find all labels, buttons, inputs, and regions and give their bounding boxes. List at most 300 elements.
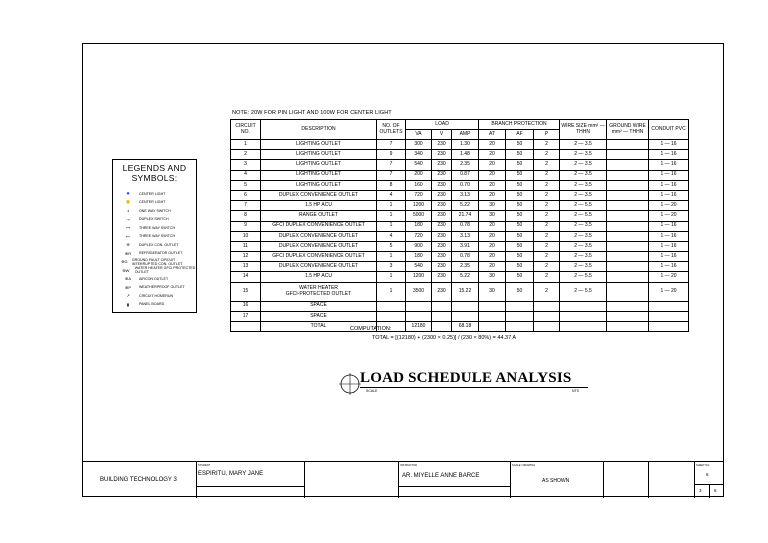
cell-outlets: 1 [377,282,406,301]
cell-circuit-no: 9 [231,221,261,231]
cell-empty [377,311,406,321]
table-row-8 [231,211,689,221]
tb-divider [648,462,649,498]
course-name: BUILDING TECHNOLOGY 3 [100,477,177,483]
cell-wire-size: 2 — 3.5 [560,221,607,231]
cell-p: 2 [534,140,560,150]
cell-va: 3500 [406,282,432,301]
header-at: AT [479,130,506,140]
legend-item [117,275,168,282]
legend-item [117,207,171,214]
cell-description: GFCI DUPLEX CONVENIENCE OUTLET [261,221,377,231]
cell-circuit-no: 16 [231,301,261,311]
legend-item [117,301,164,308]
cell-empty [506,311,534,321]
cell-conduit: 1 — 16 [649,221,689,231]
cell-at: 30 [479,282,506,301]
table-row-17 [231,311,689,321]
cell-wire-size: 2 — 3.5 [560,262,607,272]
cell-amp: 0.87 [452,170,479,180]
header-va: VA [406,130,432,140]
cell-conduit: 1 — 16 [649,190,689,200]
cell-description: SPACE [261,311,377,321]
table-row-14 [231,272,689,282]
cell-amp: 2.35 [452,160,479,170]
cell-description: LIGHTING OUTLET [261,180,377,190]
cell-va: 340 [406,150,432,160]
cell-af: 50 [506,140,534,150]
cell-wire-size: 2 — 5.5 [560,272,607,282]
cell-wire-size: 2 — 3.5 [560,180,607,190]
cell-va: 200 [406,170,432,180]
cell-v: 230 [432,272,452,282]
cell-conduit: 1 — 20 [649,211,689,221]
header-v: V [432,130,452,140]
cell-va: 180 [406,252,432,262]
cell-v: 230 [432,211,452,221]
header-conduit: CONDUIT PVC [649,120,689,140]
cell-circuit-no: 17 [231,311,261,321]
cell-wire-size: 2 — 5.5 [560,211,607,221]
cell-p: 2 [534,262,560,272]
header-branch-protection: BRANCH PROTECTION [479,120,560,130]
cell-circuit-no: 11 [231,241,261,251]
cell-empty [560,301,607,311]
cell-va: 540 [406,160,432,170]
cell-empty [534,311,560,321]
cell-v: 230 [432,180,452,190]
legend-label: AIRCON OUTLET [139,276,169,281]
cell-conduit: 1 — 16 [649,160,689,170]
cell-wire-size: 2 — 3.5 [560,241,607,251]
cell-conduit: 1 — 16 [649,170,689,180]
cell-p: 2 [534,231,560,241]
tb-divider [510,462,511,498]
cell-v: 230 [432,252,452,262]
cell-af: 50 [506,211,534,221]
tb-divider [304,462,305,498]
table-row-15 [231,282,689,301]
tb-divider [196,462,197,498]
cell-circuit-no: 4 [231,170,261,180]
row15-desc-line2: GFCI-PROTECTED OUTLET [285,290,352,297]
cell-circuit-no: 12 [231,252,261,262]
sheet-field: 6 [706,472,709,477]
cell-circuit-no: 14 [231,272,261,282]
cell-va: 720 [406,190,432,200]
table-row-13 [231,262,689,272]
cell-at: 20 [479,170,506,180]
table-row-16 [231,301,689,311]
cell-outlets: 7 [377,160,406,170]
header-circuit-no: CIRCUIT NO. [231,120,261,140]
legend-item [117,199,165,206]
table-row-11 [231,241,689,251]
cell-ground-wire [607,282,649,301]
scale-value: NTS [572,389,579,393]
table-row-4 [231,170,689,180]
cell-description: LIGHTING OUTLET [261,170,377,180]
header-amp: AMP [452,130,479,140]
cell-p: 2 [534,160,560,170]
aircon-outlet-icon: ⊕A [124,276,132,281]
cell-empty [479,311,506,321]
cell-va: 180 [406,221,432,231]
legend-item [117,241,179,248]
cell-ground-wire [607,241,649,251]
legend-item [117,216,169,223]
cell-af: 50 [506,282,534,301]
cell-wire-size: 2 — 3.5 [560,231,607,241]
cell-amp: 15.22 [452,282,479,301]
cell-outlets: 1 [377,201,406,211]
cell-va: 720 [406,231,432,241]
water-heater-outlet-icon: ⊕W [122,267,130,273]
table-row-total [231,322,689,332]
cell-description: 1.5 HP ACU [261,201,377,211]
cell-at: 20 [479,150,506,160]
cell-conduit: 1 — 16 [649,252,689,262]
cell-circuit-no: 2 [231,150,261,160]
cell-outlets: 1 [377,272,406,282]
cell-conduit: 1 — 20 [649,282,689,301]
cell-ground-wire [607,201,649,211]
title-underline [360,387,588,388]
cell-ground-wire [607,190,649,200]
cell-empty [231,322,261,332]
cell-af: 50 [506,241,534,251]
cell-v: 230 [432,221,452,231]
cell-empty [534,322,560,332]
student-name: ESPIRITU, MARY JANE [198,471,264,477]
cell-description: GFCI DUPLEX CONVENIENCE OUTLET [261,252,377,262]
cell-description: DUPLEX CONVENIENCE OUTLET [261,231,377,241]
cell-at: 20 [479,190,506,200]
cell-circuit-no: 13 [231,262,261,272]
cell-description: RANGE OUTLET [261,211,377,221]
cell-af: 50 [506,170,534,180]
panel-board-icon: ▮ [126,301,130,307]
sheet-number: 3 [699,488,702,493]
cell-af: 50 [506,252,534,262]
cell-amp: 1.48 [452,150,479,160]
cell-af: 50 [506,201,534,211]
tb-divider [603,462,604,498]
sheet-total: 6 [714,488,717,493]
cell-wire-size: 2 — 3.5 [560,170,607,180]
cell-v: 230 [432,262,452,272]
cell-circuit-no: 15 [231,282,261,301]
cell-at: 20 [479,160,506,170]
cell-amp: 21.74 [452,211,479,221]
legend-label: DUPLEX SWITCH [139,217,169,221]
cell-outlets: 1 [377,211,406,221]
header-load: LOAD [406,120,479,130]
cell-amp: 0.70 [452,180,479,190]
cell-va: 900 [406,241,432,251]
cell-amp: 5.22 [452,272,479,282]
cell-ground-wire [607,160,649,170]
table-row-7 [231,201,689,211]
legend-label: GROUND FAULT CIRCUIT INTERRUPTED CON. OUTLET [131,257,183,266]
table-row-12 [231,252,689,262]
cell-description: LIGHTING OUTLET [261,160,377,170]
cell-outlets: 7 [377,140,406,150]
legend-label: PANEL BOARD [139,302,165,306]
cell-conduit: 1 — 16 [649,180,689,190]
cell-wire-size: 2 — 5.5 [560,201,607,211]
cell-ground-wire [607,262,649,272]
cell-at: 20 [479,140,506,150]
table-row-10 [231,231,689,241]
legend-label: DUPLEX CON. OUTLET [139,242,179,247]
header-af: AF [506,130,534,140]
cell-empty [479,301,506,311]
cell-ground-wire [607,231,649,241]
cell-description [261,282,377,301]
cell-outlets: 1 [377,221,406,231]
weatherproof-outlet-icon: ⊕P [124,284,132,290]
cell-ground-wire [607,180,649,190]
cell-empty [607,301,649,311]
cell-empty [432,301,452,311]
cell-circuit-no: 1 [231,140,261,150]
cell-description: DUPLEX CONVENIENCE OUTLET [261,262,377,272]
cell-af: 50 [506,262,534,272]
cell-v: 230 [432,282,452,301]
total-amp: 68.18 [452,322,479,332]
circuit-homerun-icon: ↗ [126,293,130,298]
table-row-5 [231,180,689,190]
cell-outlets: 9 [377,150,406,160]
cell-empty [406,311,432,321]
cell-amp: 5.22 [452,201,479,211]
cell-va: 300 [406,140,432,150]
cell-empty [506,301,534,311]
cell-amp: 0.78 [452,221,479,231]
scale-field: AS SHOWN [542,478,570,484]
table-row-6 [231,190,689,200]
cell-af: 50 [506,231,534,241]
two-way-switch-icon: ⊶ [126,225,130,230]
legend-title-line2: SYMBOLS: [131,173,178,183]
tb-divider [398,462,399,498]
legend-label: THREE WAY SWITCH [139,234,176,238]
cell-at: 20 [479,231,506,241]
cell-p: 2 [534,150,560,160]
instructor-small-label: INSTRUCTOR [400,464,417,467]
row15-desc-line1: WATER HEATER [299,285,338,292]
legend-item [117,224,175,231]
cell-p: 2 [534,180,560,190]
table-row-3 [231,160,689,170]
cell-va: 5000 [406,211,432,221]
cell-description: LIGHTING OUTLET [261,150,377,160]
legend-item [117,284,185,291]
student-small-label: STUDENT [198,464,211,467]
header-p: P [534,130,560,140]
legend-label: WEATHERPROOF OUTLET [139,285,185,289]
cell-va: 160 [406,180,432,190]
cell-ground-wire [607,252,649,262]
cell-v: 230 [432,150,452,160]
cell-conduit: 1 — 20 [649,272,689,282]
scale-small-label: SCALE / DRAWING [512,464,536,467]
cell-v: 230 [432,170,452,180]
duplex-outlet-icon: ⊕ [126,242,130,247]
cell-wire-size: 2 — 3.5 [560,160,607,170]
cell-conduit: 1 — 16 [649,262,689,272]
cell-empty [432,311,452,321]
cell-v: 230 [432,140,452,150]
cell-af: 50 [506,272,534,282]
cell-ground-wire [607,140,649,150]
three-way-switch-icon: ⊷ [126,233,130,239]
legend-title-line1: LEGENDS AND [122,163,187,173]
cell-p: 2 [534,201,560,211]
cell-ground-wire [607,211,649,221]
gfci-outlet-icon: ⊕G [121,259,128,264]
legend-item [117,190,165,197]
cell-outlets: 5 [377,241,406,251]
cell-empty [649,322,689,332]
cell-ground-wire [607,150,649,160]
cell-description: 1.5 HP ACU [261,272,377,282]
cell-p: 2 [534,241,560,251]
table-row-1 [231,140,689,150]
cell-wire-size: 2 — 3.5 [560,150,607,160]
cell-at: 30 [479,211,506,221]
cell-conduit: 1 — 16 [649,140,689,150]
cell-v: 230 [432,160,452,170]
tb-divider [694,462,695,498]
cell-description: DUPLEX CONVENIENCE OUTLET [261,190,377,200]
cell-wire-size: 2 — 5.5 [560,282,607,301]
cell-amp: 2.35 [452,262,479,272]
cell-amp: 3.91 [452,241,479,251]
cell-v: 230 [432,241,452,251]
cell-v: 230 [432,190,452,200]
drawing-title: LOAD SCHEDULE ANALYSIS [360,370,572,386]
cell-va: 1200 [406,201,432,211]
cell-circuit-no: 7 [231,201,261,211]
cell-amp: 3.13 [452,190,479,200]
cell-amp: 1.30 [452,140,479,150]
cell-amp: 3.13 [452,231,479,241]
load-schedule-table [230,119,689,332]
legend-item [117,250,182,257]
cell-empty [506,322,534,332]
instructor-name: AR. MIYELLE ANNE BARCE [402,473,480,479]
cell-p: 2 [534,170,560,180]
cell-empty [452,311,479,321]
cell-p: 2 [534,252,560,262]
cell-empty [452,301,479,311]
duplex-switch-icon: ⊸ [126,216,130,222]
cell-description: DUPLEX CONVENIENCE OUTLET [261,241,377,251]
cell-outlets: 3 [377,262,406,272]
legend-label: CIRCUIT HOMERUN [139,293,174,298]
total-label: TOTAL [261,322,377,332]
cell-p: 2 [534,282,560,301]
header-ground-wire: GROUND WIRE mm² — THHN [607,120,649,140]
cell-amp: 0.78 [452,252,479,262]
cell-empty [377,301,406,311]
sheet-small-label: SHEET NO. [696,464,710,467]
cell-circuit-no: 3 [231,160,261,170]
cell-ground-wire [607,170,649,180]
legend-label: WATER HEATER GFCI PROTECTED OUTLET [134,266,196,274]
tb-divider [196,486,304,487]
cell-empty [479,322,506,332]
cell-empty [406,301,432,311]
cell-af: 50 [506,150,534,160]
cell-circuit-no: 8 [231,211,261,221]
cell-conduit: 1 — 20 [649,201,689,211]
cell-at: 30 [479,272,506,282]
cell-outlets: 4 [377,231,406,241]
title-block [82,461,724,497]
legend-item [117,292,173,299]
drawing-title-block [340,370,590,400]
cell-circuit-no: 5 [231,180,261,190]
pin-light-icon: ● [126,190,130,197]
cell-af: 50 [506,180,534,190]
cell-p: 2 [534,211,560,221]
cell-outlets: 8 [377,180,406,190]
cell-conduit: 1 — 16 [649,150,689,160]
cell-af: 50 [506,221,534,231]
legend-label: REFRIGERATOR OUTLET [139,251,183,255]
cell-circuit-no: 10 [231,231,261,241]
table-row-2 [231,150,689,160]
cell-empty [432,322,452,332]
tb-divider [709,484,710,498]
cell-empty [560,322,607,332]
cell-empty [560,311,607,321]
cell-circuit-no: 6 [231,190,261,200]
legend-label: ONE WAY SWITCH [139,208,171,213]
legend-item [117,267,196,274]
cell-empty [649,301,689,311]
cell-outlets: 7 [377,170,406,180]
cell-va: 1200 [406,272,432,282]
legend-item [117,233,175,240]
cell-conduit: 1 — 16 [649,231,689,241]
cell-at: 20 [479,221,506,231]
cell-p: 2 [534,190,560,200]
cell-empty [649,311,689,321]
cell-wire-size: 2 — 3.5 [560,252,607,262]
tb-divider [398,486,510,487]
total-va: 12180 [406,322,432,332]
cell-conduit: 1 — 16 [649,241,689,251]
center-light-icon: ✹ [125,199,131,206]
table-row-9 [231,221,689,231]
computation-label: COMPUTATION: [350,326,392,332]
refrigerator-outlet-icon: ⊕R [124,250,132,256]
scale-label: SCALE [366,389,378,393]
legend-label: THREE WAY SWITCH [139,225,176,230]
cell-ground-wire [607,221,649,231]
cell-at: 20 [479,180,506,190]
load-note: NOTE: 20W FOR PIN LIGHT AND 100W FOR CENTER LIGHT [232,110,392,116]
cell-wire-size: 2 — 3.5 [560,190,607,200]
cell-af: 50 [506,190,534,200]
cell-outlets: 4 [377,190,406,200]
cell-description: SPACE [261,301,377,311]
legend-label: CENTER LIGHT [139,200,166,204]
